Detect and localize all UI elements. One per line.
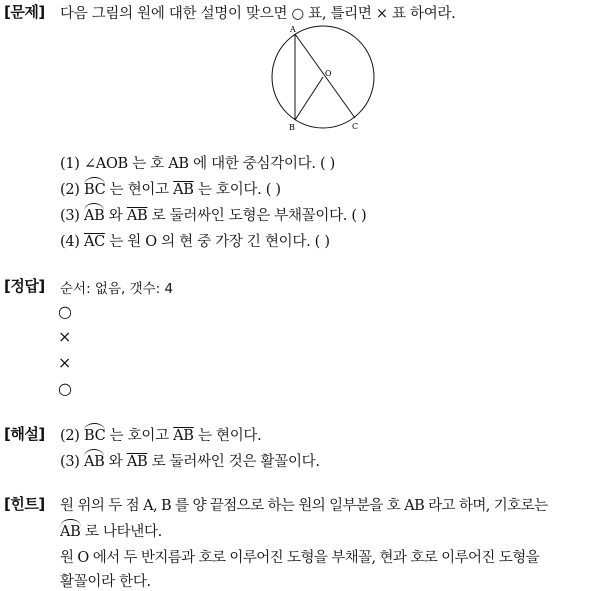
segment-notation: $\overline{AC}$ xyxy=(83,234,105,250)
problem-item-1 xyxy=(60,152,335,173)
item-text: 는 현이고 xyxy=(105,182,174,198)
item-number: (2) xyxy=(60,182,80,198)
segment-notation: $\overline{AB}$ xyxy=(173,428,194,444)
hint-line-4: 활꼴이라 한다. xyxy=(60,574,151,590)
arc-notation: AB xyxy=(60,524,81,540)
problem-item-2 xyxy=(60,178,281,199)
explanation-line-2 xyxy=(60,450,320,471)
item-text: 로 둘러싸인 것은 활꼴이다. xyxy=(147,454,320,470)
answer-label: [정답] xyxy=(4,277,45,295)
answer-meta: 순서: 없음, 갯수: 4 xyxy=(60,281,174,297)
segment-notation: $\overline{AB}$ xyxy=(126,208,148,224)
explanation-label: [해설] xyxy=(4,425,45,443)
item-number: (2) xyxy=(60,428,80,444)
point-o-label: O xyxy=(325,69,332,78)
explanation-line-1 xyxy=(60,424,261,445)
item-number: (4) xyxy=(60,234,80,250)
point-c-label: C xyxy=(352,122,359,131)
answer-mark-1: ○ xyxy=(58,302,72,321)
item-text: 로 둘러싸인 도형은 부채꼴이다. ( ) xyxy=(147,208,367,224)
answer-mark-2: × xyxy=(58,327,72,346)
item-text: 는 호이고 xyxy=(105,428,174,444)
arc-notation: BC xyxy=(83,182,106,198)
radius-ob xyxy=(295,77,323,120)
problem-label: [문제] xyxy=(4,3,45,21)
item-number: (3) xyxy=(60,454,80,470)
hint-label: [힌트] xyxy=(4,495,45,513)
problem-item-4 xyxy=(60,230,330,251)
point-b-label: B xyxy=(289,123,295,132)
item-number: (1) xyxy=(60,156,80,172)
item-text: 는 호이다. ( ) xyxy=(193,182,281,198)
hint-text: 로 나타낸다. xyxy=(80,524,162,540)
item-text: 는 현이다. xyxy=(193,428,262,444)
arc-notation: BC xyxy=(83,428,106,444)
problem-instruction: 다음 그림의 원에 대한 설명이 맞으면 ○ 표, 틀리면 × 표 하여라. xyxy=(60,6,456,22)
arc-notation: AB xyxy=(83,454,105,470)
segment-notation: $\overline{AB}$ xyxy=(173,182,194,198)
item-text: 와 xyxy=(104,454,127,470)
hint-line-3: 원 O 에서 두 반지름과 호로 이루어진 도형을 부채꼴, 현과 호로 이루어진 도형을 xyxy=(60,550,540,566)
item-text: 와 xyxy=(104,208,127,224)
point-a-label: A xyxy=(290,25,296,34)
item-text: ∠AOB 는 호 AB 에 대한 중심각이다. ( ) xyxy=(83,156,336,172)
hint-line-1: 원 위의 두 점 A, B 를 양 끝점으로 하는 원의 일부분을 호 AB 라고 하며, 기호로는 xyxy=(60,498,548,514)
item-text: 는 원 O 의 현 중 가장 긴 현이다. ( ) xyxy=(104,234,330,250)
item-number: (3) xyxy=(60,208,80,224)
segment-notation: $\overline{AB}$ xyxy=(126,454,148,470)
circle-figure xyxy=(262,22,384,137)
problem-item-3 xyxy=(60,204,366,225)
arc-notation: AB xyxy=(83,208,105,224)
answer-mark-4: ○ xyxy=(58,379,72,398)
hint-line-2 xyxy=(60,520,162,541)
answer-mark-3: × xyxy=(58,353,72,372)
